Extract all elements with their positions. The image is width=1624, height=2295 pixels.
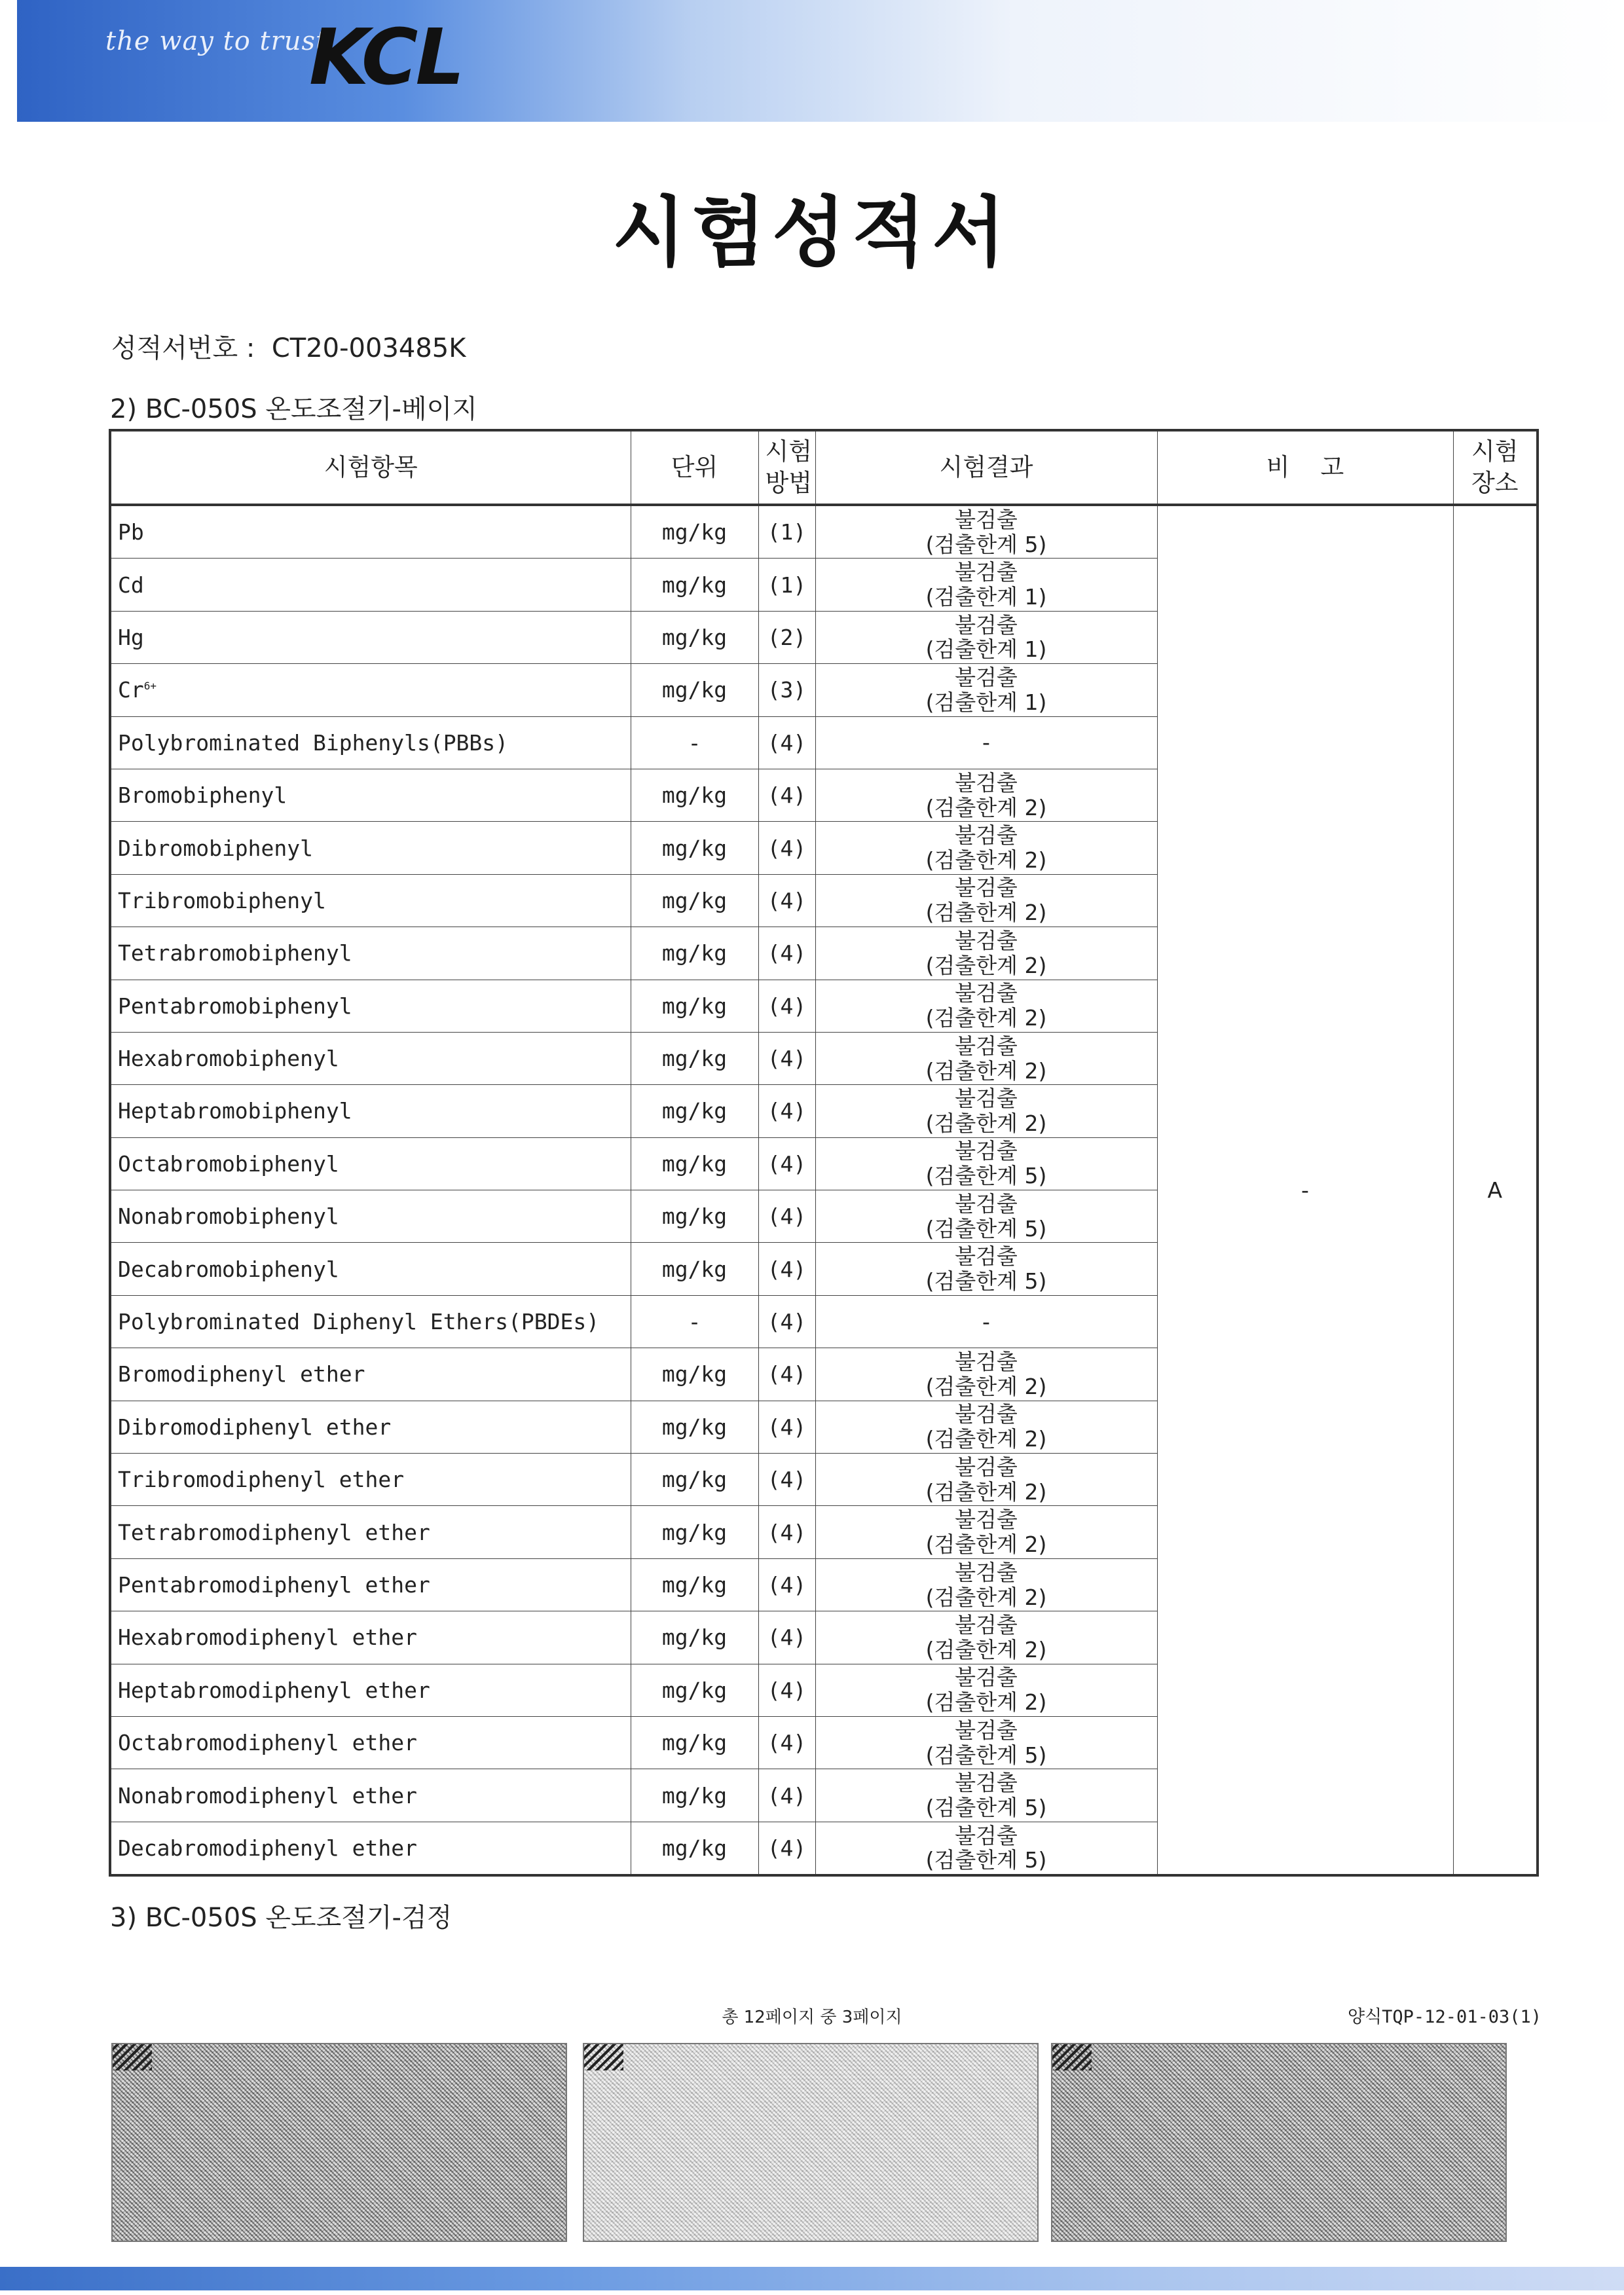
cell-item: Tetrabromodiphenyl ether (110, 1506, 631, 1558)
cell-unit: mg/kg (631, 559, 758, 611)
cell-method: (4) (758, 927, 815, 980)
cell-method: (4) (758, 822, 815, 874)
cell-result: 불검출 (검출한계 1) (815, 611, 1157, 663)
cell-result: 불검출 (검출한계 5) (815, 1769, 1157, 1822)
cell-method: (4) (758, 1348, 815, 1401)
cell-remark: - (1157, 505, 1453, 1875)
cell-result: 불검출 (검출한계 5) (815, 1716, 1157, 1769)
cell-method: (4) (758, 1611, 815, 1664)
cell-result: 불검출 (검출한계 2) (815, 1454, 1157, 1506)
cell-result: 불검출 (검출한계 2) (815, 927, 1157, 980)
cell-item: Pentabromodiphenyl ether (110, 1558, 631, 1611)
cell-method: (4) (758, 716, 815, 769)
results-table (109, 429, 1539, 1877)
footer-banner (0, 2267, 1624, 2290)
cell-item: Heptabromobiphenyl (110, 1085, 631, 1137)
cell-item: Dibromodiphenyl ether (110, 1401, 631, 1453)
cell-method: (4) (758, 1716, 815, 1769)
cell-result: 불검출 (검출한계 2) (815, 1401, 1157, 1453)
cell-item: Tetrabromobiphenyl (110, 927, 631, 980)
cell-item: Decabromobiphenyl (110, 1243, 631, 1295)
report-number-value: CT20-003485K (271, 333, 466, 363)
superscript: 6+ (143, 680, 157, 693)
cell-unit: mg/kg (631, 1032, 758, 1084)
cell-result: 불검출 (검출한계 2) (815, 1558, 1157, 1611)
cell-unit: mg/kg (631, 1454, 758, 1506)
cell-result: 불검출 (검출한계 2) (815, 822, 1157, 874)
cell-unit: - (631, 716, 758, 769)
cell-unit: mg/kg (631, 1558, 758, 1611)
cell-unit: mg/kg (631, 769, 758, 821)
cell-result: 불검출 (검출한계 2) (815, 1506, 1157, 1558)
cell-unit: mg/kg (631, 1243, 758, 1295)
cell-result: 불검출 (검출한계 5) (815, 1243, 1157, 1295)
cell-item: Pb (110, 505, 631, 559)
cell-method: (4) (758, 1822, 815, 1875)
cell-unit: mg/kg (631, 980, 758, 1032)
cell-method: (4) (758, 1401, 815, 1453)
page-info: 총 12페이지 중 3페이지 (722, 2008, 902, 2027)
cell-item: Pentabromobiphenyl (110, 980, 631, 1032)
slogan: the way to trust (105, 26, 327, 56)
cell-result: 불검출 (검출한계 5) (815, 1822, 1157, 1875)
cell-unit: mg/kg (631, 822, 758, 874)
cell-method: (4) (758, 1085, 815, 1137)
cell-unit: mg/kg (631, 611, 758, 663)
cell-unit: mg/kg (631, 1769, 758, 1822)
security-pattern (111, 2043, 567, 2242)
cell-item: Nonabromodiphenyl ether (110, 1769, 631, 1822)
cell-item: Dibromobiphenyl (110, 822, 631, 874)
cell-unit: mg/kg (631, 1716, 758, 1769)
cell-item: Polybrominated Biphenyls(PBBs) (110, 716, 631, 769)
cell-result: 불검출 (검출한계 2) (815, 1085, 1157, 1137)
security-pattern (1051, 2043, 1507, 2242)
cell-result: 불검출 (검출한계 1) (815, 559, 1157, 611)
cell-result: 불검출 (검출한계 2) (815, 1032, 1157, 1084)
header-method: 시험 방법 (758, 430, 815, 505)
cell-method: (1) (758, 505, 815, 559)
cell-item: Polybrominated Diphenyl Ethers(PBDEs) (110, 1295, 631, 1348)
report-number (111, 327, 466, 365)
section-2-heading: 2) BC-050S 온도조절기-베이지 (110, 394, 477, 424)
cell-item: Tribromobiphenyl (110, 874, 631, 927)
cell-result: - (815, 1295, 1157, 1348)
cell-method: (4) (758, 1295, 815, 1348)
cell-method: (4) (758, 1664, 815, 1716)
cell-item: Hexabromodiphenyl ether (110, 1611, 631, 1664)
cell-result: 불검출 (검출한계 5) (815, 1137, 1157, 1190)
cell-unit: mg/kg (631, 1137, 758, 1190)
cell-result: 불검출 (검출한계 5) (815, 1190, 1157, 1243)
cell-method: (3) (758, 664, 815, 716)
cell-unit: mg/kg (631, 1506, 758, 1558)
cell-method: (4) (758, 1190, 815, 1243)
cell-method: (1) (758, 559, 815, 611)
cell-method: (4) (758, 1032, 815, 1084)
table-row (110, 505, 1538, 559)
form-number: 양식TQP-12-01-03(1) (1348, 2007, 1541, 2027)
cell-item: Octabromobiphenyl (110, 1137, 631, 1190)
cell-item: Nonabromobiphenyl (110, 1190, 631, 1243)
cell-method: (4) (758, 769, 815, 821)
cell-result: 불검출 (검출한계 2) (815, 1664, 1157, 1716)
cell-result: 불검출 (검출한계 1) (815, 664, 1157, 716)
cell-method: (4) (758, 980, 815, 1032)
cell-method: (4) (758, 1558, 815, 1611)
cell-method: (4) (758, 1137, 815, 1190)
security-pattern (583, 2043, 1039, 2242)
cell-unit: mg/kg (631, 1085, 758, 1137)
cell-method: (4) (758, 1243, 815, 1295)
cell-result: 불검출 (검출한계 2) (815, 769, 1157, 821)
cell-item: Bromodiphenyl ether (110, 1348, 631, 1401)
cell-unit: mg/kg (631, 1401, 758, 1453)
cell-unit: mg/kg (631, 1664, 758, 1716)
cell-unit: mg/kg (631, 927, 758, 980)
cell-result: 불검출 (검출한계 5) (815, 505, 1157, 559)
cell-unit: mg/kg (631, 664, 758, 716)
cell-item: Cd (110, 559, 631, 611)
cell-method: (4) (758, 1506, 815, 1558)
cell-item: Heptabromodiphenyl ether (110, 1664, 631, 1716)
header-item: 시험항목 (110, 430, 631, 505)
cell-method: (4) (758, 1454, 815, 1506)
cell-unit: mg/kg (631, 1348, 758, 1401)
cell-item: Tribromodiphenyl ether (110, 1454, 631, 1506)
cell-method: (4) (758, 1769, 815, 1822)
section-3-heading: 3) BC-050S 온도조절기-검정 (110, 1903, 452, 1933)
cell-unit: - (631, 1295, 758, 1348)
cell-item: Hexabromobiphenyl (110, 1032, 631, 1084)
cell-method: (4) (758, 874, 815, 927)
header-place: 시험 장소 (1453, 430, 1538, 505)
cell-unit: mg/kg (631, 1822, 758, 1875)
cell-result: 불검출 (검출한계 2) (815, 874, 1157, 927)
cell-result: - (815, 716, 1157, 769)
kcl-logo: KCL (309, 12, 462, 102)
cell-result: 불검출 (검출한계 2) (815, 980, 1157, 1032)
cell-item: Bromobiphenyl (110, 769, 631, 821)
cell-result: 불검출 (검출한계 2) (815, 1348, 1157, 1401)
cell-item: Octabromodiphenyl ether (110, 1716, 631, 1769)
cell-item: Decabromodiphenyl ether (110, 1822, 631, 1875)
header-banner (17, 0, 1624, 122)
cell-unit: mg/kg (631, 1190, 758, 1243)
table-header-row (110, 430, 1538, 505)
header-remark: 비 고 (1157, 430, 1453, 505)
header-unit: 단위 (631, 430, 758, 505)
cell-method: (2) (758, 611, 815, 663)
cell-unit: mg/kg (631, 874, 758, 927)
header-result: 시험결과 (815, 430, 1157, 505)
cell-result: 불검출 (검출한계 2) (815, 1611, 1157, 1664)
cell-test-place: A (1453, 505, 1538, 1875)
cell-unit: mg/kg (631, 505, 758, 559)
document-title: 시험성적서 (612, 189, 1012, 277)
cell-unit: mg/kg (631, 1611, 758, 1664)
cell-item: $Cr^{6+}$ (110, 664, 631, 716)
cell-item: Hg (110, 611, 631, 663)
report-number-label: 성적서번호 : (111, 333, 255, 363)
